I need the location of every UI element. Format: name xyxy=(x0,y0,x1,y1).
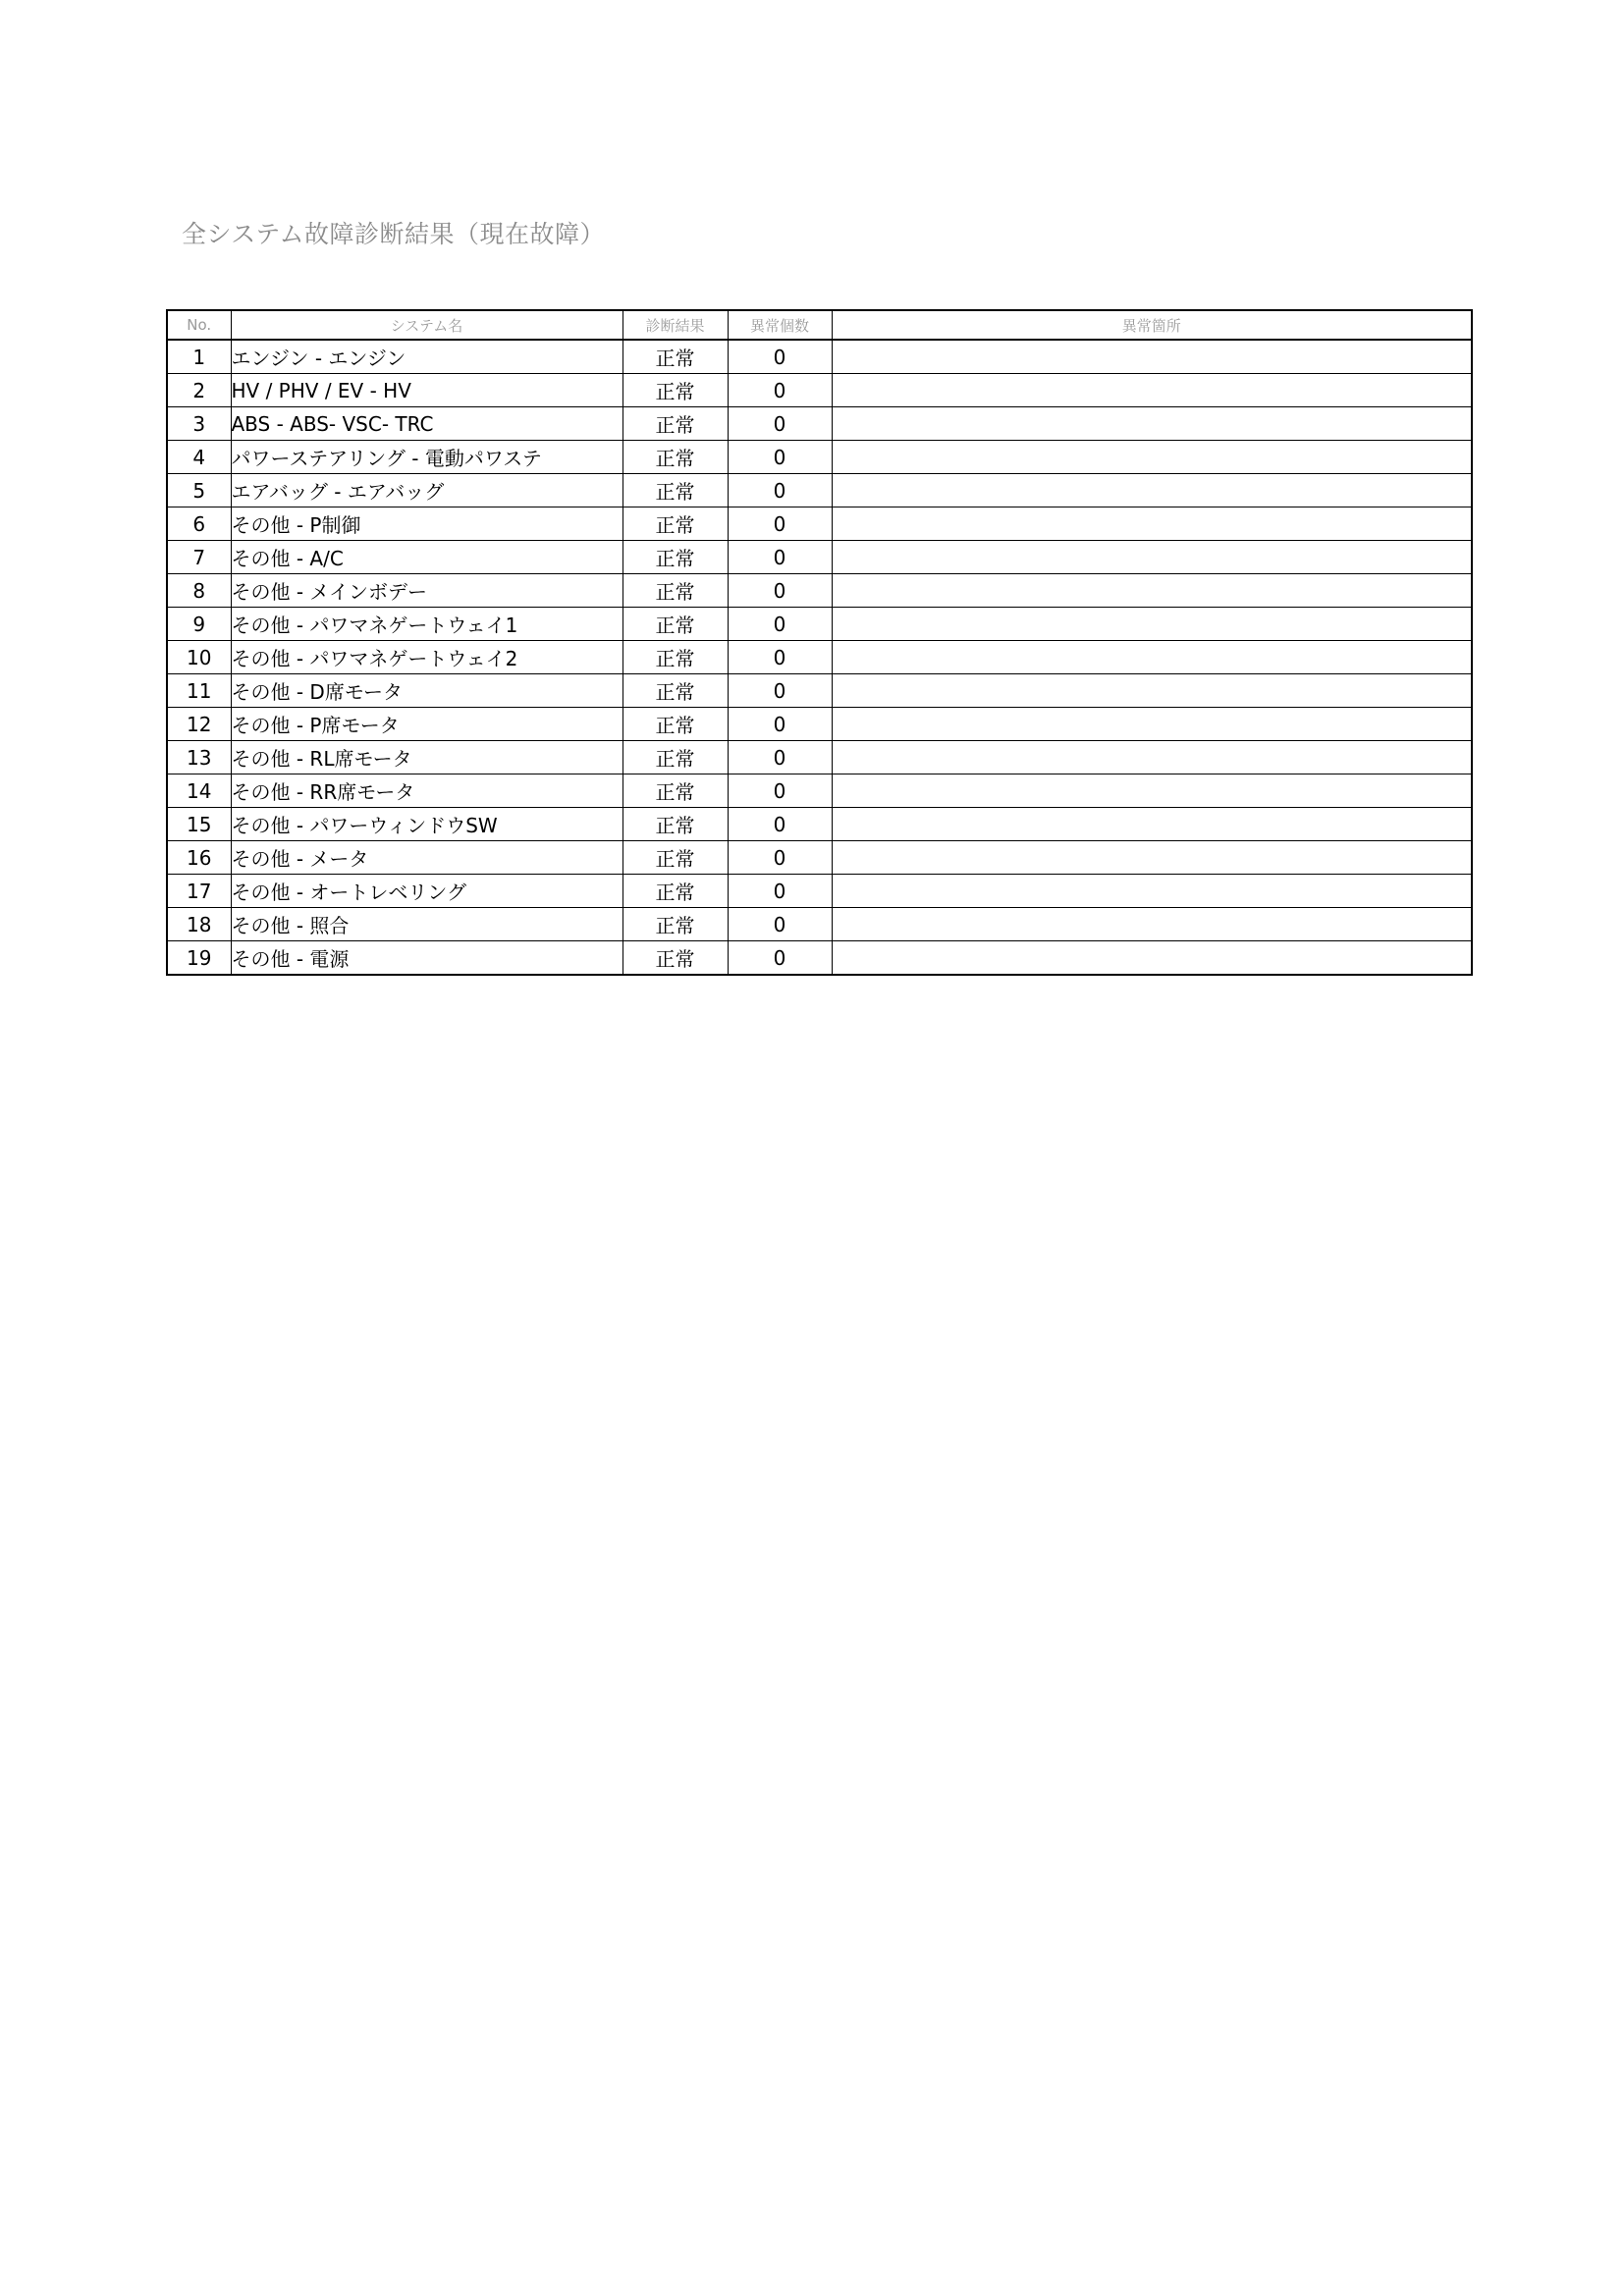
cell-fault-location xyxy=(832,741,1472,774)
table-row xyxy=(167,507,1472,541)
cell-fault-count: 0 xyxy=(728,407,832,441)
cell-diagnosis-result: 正常 xyxy=(623,641,728,674)
cell-diagnosis-result: 正常 xyxy=(623,741,728,774)
table-row xyxy=(167,407,1472,441)
diagnosis-results-table xyxy=(166,309,1473,976)
table-row xyxy=(167,608,1472,641)
cell-fault-count: 0 xyxy=(728,608,832,641)
table-row xyxy=(167,808,1472,841)
cell-system-name: その他 - 電源 xyxy=(231,941,623,976)
table-row xyxy=(167,741,1472,774)
table-row xyxy=(167,875,1472,908)
cell-fault-location xyxy=(832,574,1472,608)
table-row xyxy=(167,908,1472,941)
table-row xyxy=(167,574,1472,608)
cell-system-name: エアバッグ - エアバッグ xyxy=(231,474,623,507)
cell-system-name: その他 - P席モータ xyxy=(231,708,623,741)
cell-no: 7 xyxy=(167,541,231,574)
cell-diagnosis-result: 正常 xyxy=(623,674,728,708)
header-fault-count: 異常個数 xyxy=(728,310,832,340)
header-no: No. xyxy=(167,310,231,340)
cell-diagnosis-result: 正常 xyxy=(623,441,728,474)
cell-diagnosis-result: 正常 xyxy=(623,574,728,608)
cell-fault-location xyxy=(832,808,1472,841)
cell-fault-count: 0 xyxy=(728,774,832,808)
cell-system-name: その他 - 照合 xyxy=(231,908,623,941)
cell-fault-location xyxy=(832,875,1472,908)
cell-no: 11 xyxy=(167,674,231,708)
cell-system-name: エンジン - エンジン xyxy=(231,340,623,374)
cell-diagnosis-result: 正常 xyxy=(623,708,728,741)
cell-system-name: その他 - メインボデー xyxy=(231,574,623,608)
cell-system-name: その他 - メータ xyxy=(231,841,623,875)
header-system-name: システム名 xyxy=(231,310,623,340)
cell-no: 4 xyxy=(167,441,231,474)
cell-fault-location xyxy=(832,374,1472,407)
cell-fault-location xyxy=(832,340,1472,374)
cell-no: 13 xyxy=(167,741,231,774)
cell-diagnosis-result: 正常 xyxy=(623,374,728,407)
cell-fault-count: 0 xyxy=(728,841,832,875)
cell-no: 5 xyxy=(167,474,231,507)
cell-fault-location xyxy=(832,608,1472,641)
cell-fault-count: 0 xyxy=(728,441,832,474)
table-row xyxy=(167,441,1472,474)
cell-fault-count: 0 xyxy=(728,708,832,741)
cell-diagnosis-result: 正常 xyxy=(623,774,728,808)
cell-no: 12 xyxy=(167,708,231,741)
cell-diagnosis-result: 正常 xyxy=(623,340,728,374)
cell-diagnosis-result: 正常 xyxy=(623,541,728,574)
cell-system-name: その他 - A/C xyxy=(231,541,623,574)
cell-fault-count: 0 xyxy=(728,474,832,507)
table-row xyxy=(167,941,1472,976)
cell-system-name: パワーステアリング - 電動パワステ xyxy=(231,441,623,474)
table-row xyxy=(167,841,1472,875)
cell-fault-location xyxy=(832,407,1472,441)
cell-no: 16 xyxy=(167,841,231,875)
cell-diagnosis-result: 正常 xyxy=(623,841,728,875)
cell-fault-location xyxy=(832,507,1472,541)
table-row xyxy=(167,641,1472,674)
cell-fault-location xyxy=(832,641,1472,674)
cell-no: 17 xyxy=(167,875,231,908)
cell-diagnosis-result: 正常 xyxy=(623,407,728,441)
cell-fault-count: 0 xyxy=(728,908,832,941)
table-row xyxy=(167,374,1472,407)
cell-fault-location xyxy=(832,441,1472,474)
cell-diagnosis-result: 正常 xyxy=(623,941,728,976)
cell-system-name: その他 - パワマネゲートウェイ1 xyxy=(231,608,623,641)
table-row xyxy=(167,708,1472,741)
cell-fault-count: 0 xyxy=(728,507,832,541)
cell-system-name: その他 - パワマネゲートウェイ2 xyxy=(231,641,623,674)
cell-fault-count: 0 xyxy=(728,875,832,908)
cell-diagnosis-result: 正常 xyxy=(623,908,728,941)
table-row xyxy=(167,474,1472,507)
cell-fault-location xyxy=(832,841,1472,875)
cell-no: 2 xyxy=(167,374,231,407)
cell-system-name: その他 - パワーウィンドウSW xyxy=(231,808,623,841)
cell-fault-count: 0 xyxy=(728,808,832,841)
cell-no: 9 xyxy=(167,608,231,641)
table-header-row xyxy=(167,310,1472,340)
cell-fault-location xyxy=(832,708,1472,741)
table-row xyxy=(167,340,1472,374)
cell-fault-location xyxy=(832,474,1472,507)
cell-fault-count: 0 xyxy=(728,741,832,774)
cell-fault-count: 0 xyxy=(728,574,832,608)
header-fault-location: 異常箇所 xyxy=(832,310,1472,340)
cell-fault-location xyxy=(832,908,1472,941)
cell-fault-location xyxy=(832,941,1472,976)
cell-fault-count: 0 xyxy=(728,941,832,976)
table-body xyxy=(167,340,1472,975)
cell-system-name: ABS - ABS- VSC- TRC xyxy=(231,407,623,441)
cell-fault-count: 0 xyxy=(728,541,832,574)
cell-fault-count: 0 xyxy=(728,674,832,708)
cell-fault-count: 0 xyxy=(728,374,832,407)
cell-diagnosis-result: 正常 xyxy=(623,808,728,841)
cell-no: 18 xyxy=(167,908,231,941)
cell-system-name: その他 - オートレベリング xyxy=(231,875,623,908)
cell-no: 3 xyxy=(167,407,231,441)
cell-no: 8 xyxy=(167,574,231,608)
table-row xyxy=(167,541,1472,574)
cell-system-name: その他 - RL席モータ xyxy=(231,741,623,774)
cell-system-name: その他 - RR席モータ xyxy=(231,774,623,808)
cell-diagnosis-result: 正常 xyxy=(623,608,728,641)
cell-diagnosis-result: 正常 xyxy=(623,875,728,908)
cell-system-name: その他 - D席モータ xyxy=(231,674,623,708)
cell-fault-count: 0 xyxy=(728,340,832,374)
cell-no: 15 xyxy=(167,808,231,841)
page-title: 全システム故障診断結果（現在故障） xyxy=(182,220,606,248)
cell-system-name: HV / PHV / EV - HV xyxy=(231,374,623,407)
cell-system-name: その他 - P制御 xyxy=(231,507,623,541)
cell-fault-location xyxy=(832,541,1472,574)
cell-fault-location xyxy=(832,674,1472,708)
cell-no: 14 xyxy=(167,774,231,808)
cell-fault-location xyxy=(832,774,1472,808)
cell-no: 19 xyxy=(167,941,231,976)
cell-diagnosis-result: 正常 xyxy=(623,507,728,541)
cell-no: 1 xyxy=(167,340,231,374)
table-row xyxy=(167,774,1472,808)
header-diagnosis-result: 診断結果 xyxy=(623,310,728,340)
cell-fault-count: 0 xyxy=(728,641,832,674)
cell-no: 6 xyxy=(167,507,231,541)
table-row xyxy=(167,674,1472,708)
cell-no: 10 xyxy=(167,641,231,674)
cell-diagnosis-result: 正常 xyxy=(623,474,728,507)
